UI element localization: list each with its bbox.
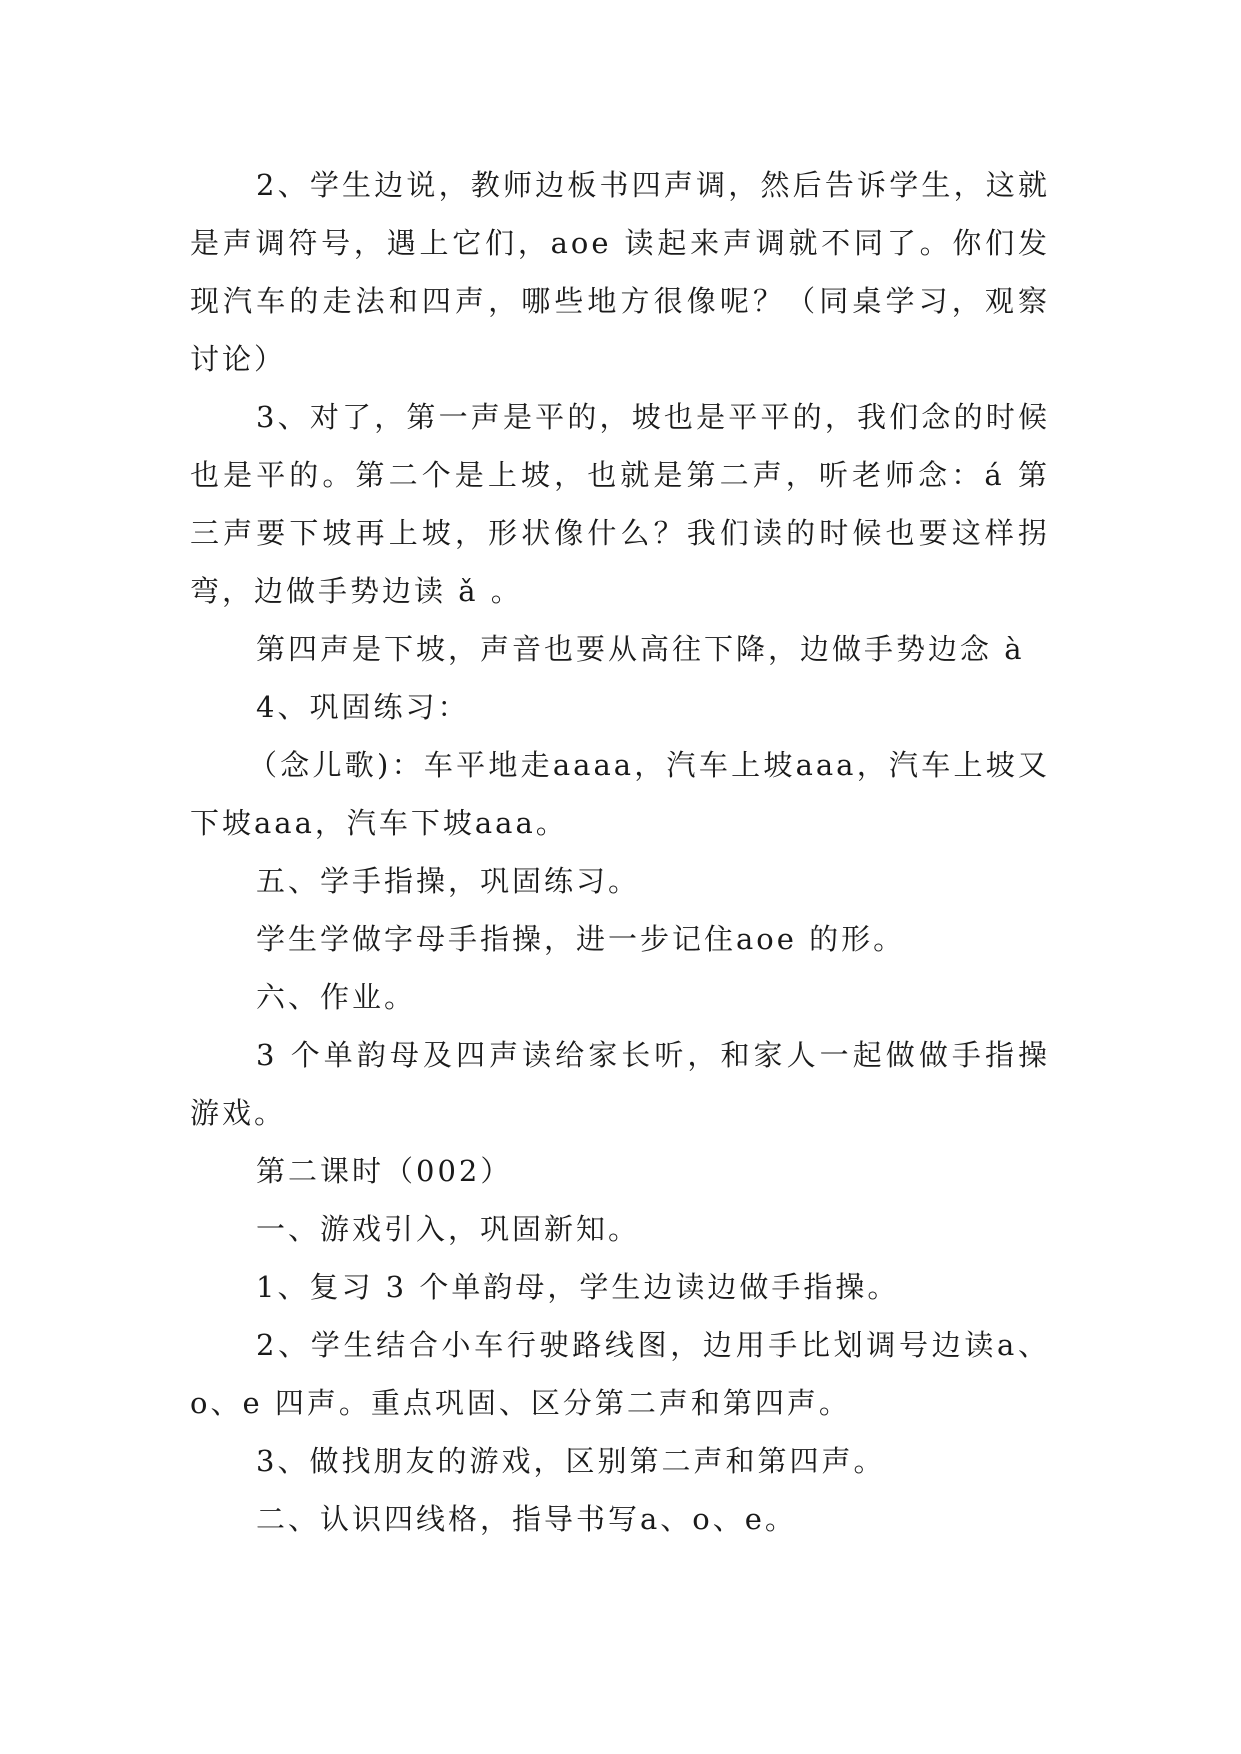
paragraph: 3 个单韵母及四声读给家长听，和家人一起做做手指操游戏。: [190, 1038, 1050, 1130]
paragraph: 1、复习 3 个单韵母，学生边读边做手指操。: [256, 1270, 900, 1304]
paragraph: （念儿歌)：车平地走aaaa，汽车上坡aaa，汽车上坡又下坡aaa，汽车下坡aaa。: [190, 748, 1050, 840]
paragraph: 2、学生结合小车行驶路线图，边用手比划调号边读a、o、e 四声。重点巩固、区分第二声和第四声。: [190, 1328, 1050, 1420]
paragraph: 3、对了，第一声是平的，坡也是平平的，我们念的时候也是平的。第二个是上坡，也就是第二声，听老师念：á 第三声要下坡再上坡，形状像什么？我们读的时候也要这样拐弯，边做手势边读 ǎ 。: [190, 400, 1050, 608]
paragraph: 3、做找朋友的游戏，区别第二声和第四声。: [256, 1444, 886, 1478]
paragraph: 五、学手指操，巩固练习。: [256, 864, 641, 898]
paragraph: 第四声是下坡，声音也要从高往下降，边做手势边念 à: [256, 632, 1025, 666]
document-body: [190, 156, 1050, 1548]
paragraph: 学生学做字母手指操，进一步记住aoe 的形。: [256, 922, 906, 956]
paragraph: 二、认识四线格，指导书写a、o、e。: [256, 1502, 797, 1536]
paragraph: 4、巩固练习：: [256, 690, 470, 724]
paragraph: 六、作业。: [256, 980, 417, 1014]
paragraph: 2、学生边说，教师边板书四声调，然后告诉学生，这就是声调符号，遇上它们，aoe 读起来声调就不同了。你们发现汽车的走法和四声，哪些地方很像呢？（同桌学习，观察讨论）: [190, 168, 1050, 376]
section-heading: 第二课时（002）: [256, 1154, 513, 1188]
paragraph: 一、游戏引入，巩固新知。: [256, 1212, 641, 1246]
